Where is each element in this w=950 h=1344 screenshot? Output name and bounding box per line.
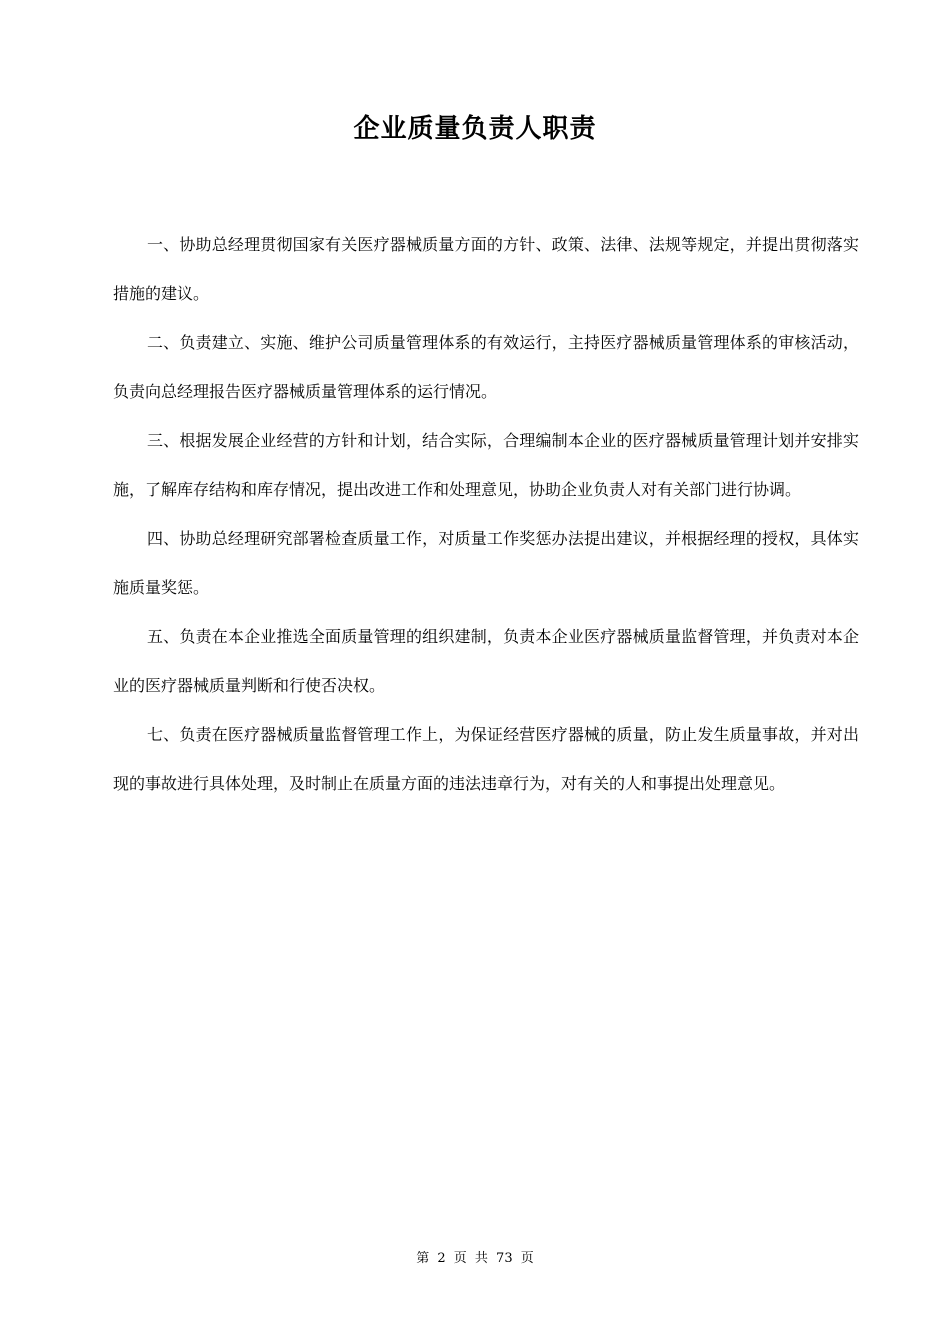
paragraph-5: 五、负责在本企业推选全面质量管理的组织建制，负责本企业医疗器械质量监督管理，并负责对本企业的医疗器械质量判断和行使否决权。	[113, 627, 859, 695]
paragraph-2: 二、负责建立、实施、维护公司质量管理体系的有效运行，主持医疗器械质量管理体系的审核活动，负责向总经理报告医疗器械质量管理体系的运行情况。	[113, 333, 859, 401]
page-title: 企业质量负责人职责	[353, 114, 597, 144]
paragraph-3: 三、根据发展企业经营的方针和计划，结合实际，合理编制本企业的医疗器械质量管理计划并安排实施，了解库存结构和库存情况，提出改进工作和处理意见，协助企业负责人对有关部门进行协调。	[113, 431, 859, 499]
page-footer: 第 2 页 共 73 页	[416, 1251, 534, 1266]
paragraph-7: 七、负责在医疗器械质量监督管理工作上，为保证经营医疗器械的质量，防止发生质量事故，并对出现的事故进行具体处理，及时制止在质量方面的违法违章行为，对有关的人和事提出处理意见。	[113, 725, 859, 793]
paragraph-1: 一、协助总经理贯彻国家有关医疗器械质量方面的方针、政策、法律、法规等规定，并提出贯彻落实措施的建议。	[113, 235, 859, 303]
paragraph-4: 四、协助总经理研究部署检查质量工作，对质量工作奖惩办法提出建议，并根据经理的授权，具体实施质量奖惩。	[113, 529, 859, 597]
document-body	[113, 220, 859, 808]
